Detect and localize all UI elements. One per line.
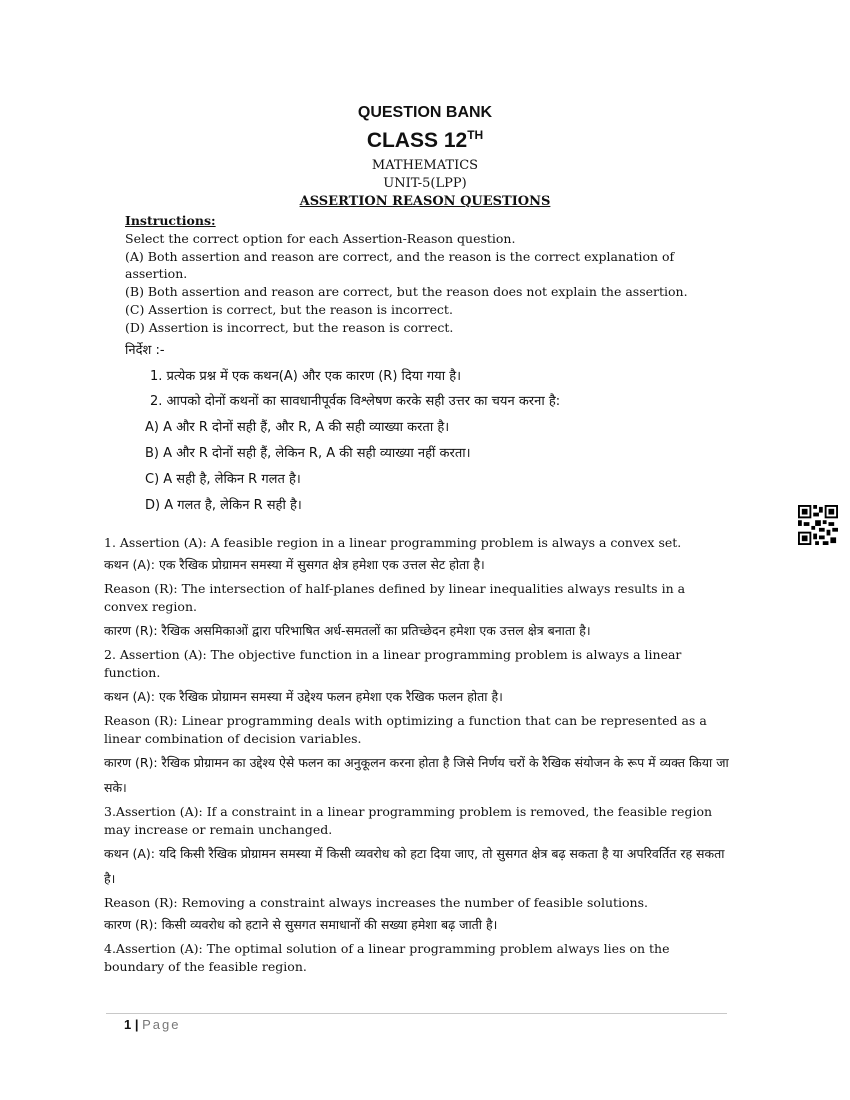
hindi-option-d: D) A गलत है, लेकिन R सही है। xyxy=(145,498,302,513)
page-number: 1 xyxy=(124,1017,132,1032)
class-label: CLASS 12 xyxy=(366,129,468,152)
question-2-reason-hindi: कारण (R): रैखिक प्रोग्रामन का उद्देश्य ऐसे फलन का अनुकूलन करना होता है जिसे निर्णय चरों के रैखिक संयोजन के रूप में व्यक्त किया जा सके। xyxy=(104,755,729,795)
hindi-instructions-heading: निर्देश :- xyxy=(125,343,165,358)
class-heading xyxy=(0,128,850,153)
footer-separator: | xyxy=(131,1017,143,1032)
question-1-reason: Reason (R): The intersection of half-planes defined by linear inequalities always results in a convex region. xyxy=(104,581,686,614)
instruction-line: Select the correct option for each Assertion-Reason question. xyxy=(125,230,516,246)
question-1-assertion-hindi: कथन (A): एक रैखिक प्रोग्रामन समस्या में सुसगत क्षेत्र हमेशा एक उत्तल सेट होता है। xyxy=(104,557,485,572)
question-3-reason-hindi: कारण (R): किसी व्यवरोध को हटाने से सुसगत समाधानों की सख्या हमेशा बढ़ जाती है। xyxy=(104,917,498,932)
hindi-option-a: A) A और R दोनों सही हैं, और R, A की सही व्याख्या करता है। xyxy=(145,420,450,435)
question-2-assertion: 2. Assertion (A): The objective function in a linear programming problem is always a linear function. xyxy=(104,647,682,680)
unit-heading: UNIT-5(LPP) xyxy=(383,176,467,191)
question-4-assertion: 4.Assertion (A): The optimal solution of a linear programming problem always lies on the boundary of the feasible region. xyxy=(104,941,670,974)
hindi-point-2: 2. आपको दोनों कथनों का सावधानीपूर्वक विश्लेषण करके सही उत्तर का चयन करना है: xyxy=(150,394,561,409)
page-footer xyxy=(124,1017,180,1032)
questions-list xyxy=(104,534,729,976)
question-1-assertion: 1. Assertion (A): A feasible region in a linear programming problem is always a convex set. xyxy=(104,535,682,550)
footer-divider xyxy=(106,1013,727,1014)
instruction-option-c: (C) Assertion is correct, but the reason is incorrect. xyxy=(125,301,453,317)
question-2-assertion-hindi: कथन (A): एक रैखिक प्रोग्रामन समस्या में उद्देश्य फलन हमेशा एक रैखिक फलन होता है। xyxy=(104,689,503,704)
hindi-point-1: 1. प्रत्येक प्रश्न में एक कथन(A) और एक कारण (R) दिया गया है। xyxy=(150,369,462,384)
hindi-option-c: C) A सही है, लेकिन R गलत है। xyxy=(145,472,301,487)
question-3-assertion: 3.Assertion (A): If a constraint in a linear programming problem is removed, the feasible region may increase or remain unchanged. xyxy=(104,804,713,837)
question-2-reason: Reason (R): Linear programming deals with optimizing a function that can be represented as a linear combination of decision variables. xyxy=(104,713,707,746)
question-3-reason: Reason (R): Removing a constraint always increases the number of feasible solutions. xyxy=(104,895,648,910)
instruction-option-b: (B) Both assertion and reason are correct, but the reason does not explain the assertion. xyxy=(125,284,688,300)
instruction-option-d: (D) Assertion is incorrect, but the reason is correct. xyxy=(125,319,454,335)
doc-title: QUESTION BANK xyxy=(357,104,493,121)
question-1-reason-hindi: कारण (R): रैखिक असमिकाओं द्वारा परिभाषित अर्ध-समतलों का प्रतिच्छेदन हमेशा एक उत्तल क्षेत्र बनाता है। xyxy=(104,623,591,638)
subject-heading: MATHEMATICS xyxy=(371,158,479,173)
class-superscript: TH xyxy=(467,128,484,142)
qr-code-icon xyxy=(798,505,838,545)
instructions-heading: Instructions: xyxy=(125,213,216,228)
instruction-option-a: (A) Both assertion and reason are correct, and the reason is the correct explanation of assertion. xyxy=(125,248,675,282)
question-3-assertion-hindi: कथन (A): यदि किसी रैखिक प्रोग्रामन समस्या में किसी व्यवरोध को हटा दिया जाए, तो सुसगत क्षेत्र बढ़ सकता है या अपरिवर्तित रह सकता है। xyxy=(104,846,725,886)
instructions-block xyxy=(125,212,725,337)
section-heading: ASSERTION REASON QUESTIONS xyxy=(299,194,551,209)
page-label: Page xyxy=(142,1017,181,1032)
hindi-option-b: B) A और R दोनों सही हैं, लेकिन R, A की सही व्याख्या नहीं करता। xyxy=(145,446,471,461)
